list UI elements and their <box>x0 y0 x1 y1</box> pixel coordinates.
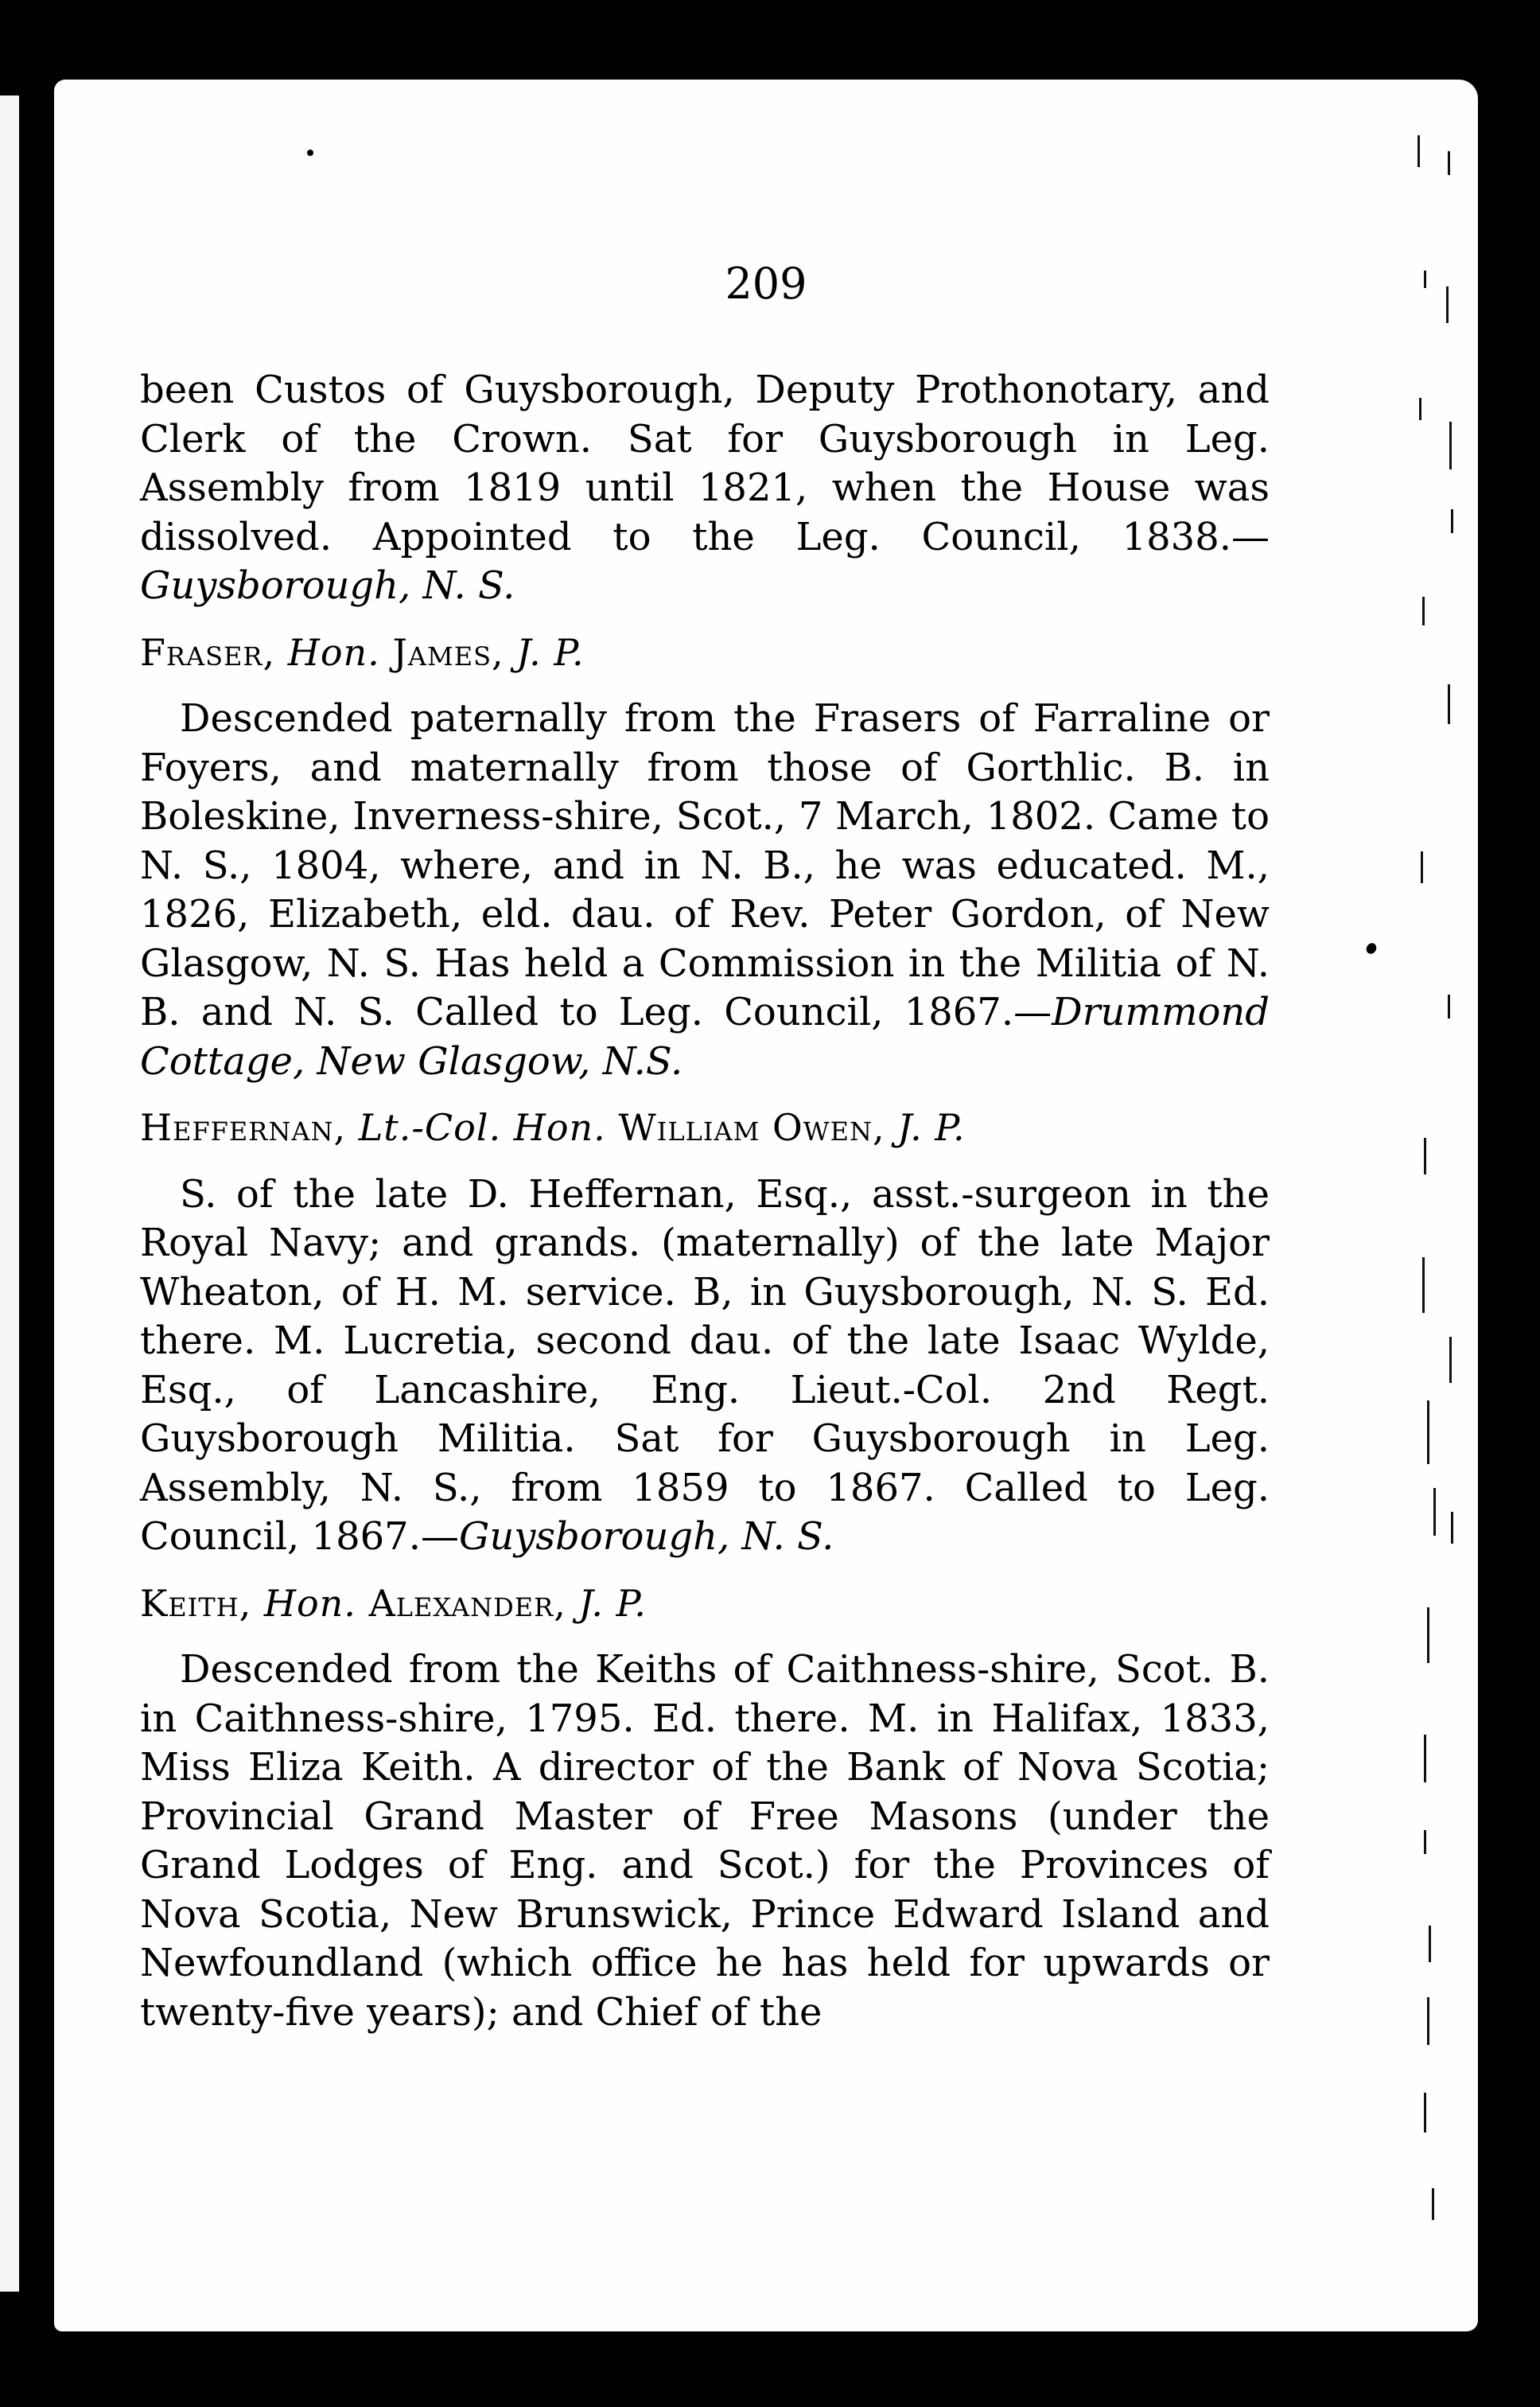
entry-text: Descended paternally from the Frasers of Farraline or Foyers, and maternally from those of Gorthlic. B. in Boleskine, Inverness-shire, Scot., 7 March, 1802. Came to N. S., 1804, where, and in N. B., he was educated. M., 1826, Elizabeth, eld. dau. of Rev. Peter Gordon, of New Glasgow, N. S. Has held a Commission in the Militia of N. B. and N. S. Called to Leg. Council, 1867.— <box>140 696 1270 1034</box>
gutter-mark <box>1432 2188 1434 2220</box>
gutter-mark <box>1451 509 1453 533</box>
entry-given-name: William Owen, <box>618 1106 885 1149</box>
entry-post-nominal: J. P. <box>516 630 585 674</box>
entry-post-nominal: J. P. <box>578 1581 647 1625</box>
gutter-mark <box>1419 398 1421 420</box>
gutter-mark <box>1451 1512 1453 1544</box>
entry-surname: Keith, <box>140 1581 252 1625</box>
entry-title: Hon. <box>287 630 380 674</box>
gutter-mark <box>1422 597 1425 625</box>
entry-residence: Drummond Cottage, New Glasgow, N.S. <box>140 990 1270 1084</box>
gutter-mark <box>1424 1138 1426 1174</box>
entry-body-fraser <box>140 695 1270 1086</box>
entry-heading-heffernan <box>140 1104 1270 1153</box>
entry-post-nominal: J. P. <box>897 1106 966 1149</box>
gutter-mark <box>1448 151 1450 175</box>
gutter-mark <box>1424 271 1426 288</box>
entry-surname: Fraser, <box>140 630 276 674</box>
ink-speck <box>307 150 313 156</box>
entry-heading-keith <box>140 1579 1270 1629</box>
entry-text: been Custos of Guysborough, Deputy Prothonotary, and Clerk of the Crown. Sat for Guysborough in Leg. Assembly from 1819 until 1821, when the House was dissolved. Appointed to the Leg. Council, 1838.— <box>140 368 1270 559</box>
gutter-mark <box>1449 422 1452 469</box>
gutter-mark <box>1424 1735 1426 1782</box>
entry-given-name: Alexander, <box>368 1581 566 1625</box>
entry-given-name: James, <box>392 630 504 674</box>
gutter-mark <box>1422 1257 1425 1313</box>
gutter-mark <box>1448 684 1450 724</box>
entry-body-keith <box>140 1646 1270 2037</box>
gutter-mark <box>1418 135 1420 167</box>
entry-surname: Heffernan, <box>140 1106 347 1149</box>
gutter-mark <box>1429 1926 1431 1962</box>
gutter-mark <box>1427 1997 1429 2045</box>
ink-speck <box>1364 941 1378 956</box>
gutter-mark <box>1427 1400 1429 1464</box>
page-number: 209 <box>725 259 807 309</box>
entry-residence: Guysborough, N. S. <box>458 1514 834 1559</box>
book-page <box>54 80 1478 2331</box>
entry-heading-fraser <box>140 629 1270 678</box>
gutter-show-through <box>1400 48 1488 2260</box>
gutter-mark <box>1433 1488 1436 1536</box>
entry-text: Descended from the Keiths of Caithness-shire, Scot. B. in Caithness-shire, 1795. Ed. there. M. in Halifax, 1833, Miss Eliza Keith. A director of the Bank of Nova Scotia; Provincial Grand Master of Free Masons (under the Grand Lodges of Eng. and Scot.) for the Provinces of Nova Scotia, New Brunswick, Prince Edward Island and Newfoundland (which office he has held for upwards or twenty-five years); and Chief of the <box>140 1647 1270 2035</box>
entry-residence: Guysborough, N. S. <box>140 563 515 608</box>
continued-entry <box>140 366 1270 611</box>
entry-text: S. of the late D. Heffernan, Esq., asst.-surgeon in the Royal Navy; and grands. (maternally) of the late Major Wheaton, of H. M. service. B, in Guysborough, N. S. Ed. there. M. Lucretia, second dau. of the late Isaac Wylde, Esq., of Lancashire, Eng. Lieut.-Col. 2nd Regt. Guysborough Militia. Sat for Guysborough in Leg. Assembly, N. S., from 1859 to 1867. Called to Leg. Council, 1867.— <box>140 1171 1270 1559</box>
gutter-mark <box>1449 1337 1452 1383</box>
entry-body-heffernan <box>140 1170 1270 1562</box>
gutter-mark <box>1424 2093 1426 2132</box>
gutter-mark <box>1448 995 1450 1018</box>
page-body <box>140 366 1270 2037</box>
gutter-mark <box>1446 286 1449 323</box>
entry-title: Lt.-Col. Hon. <box>358 1106 606 1149</box>
entry-title: Hon. <box>263 1581 356 1625</box>
gutter-mark <box>1427 1607 1429 1663</box>
gutter-mark <box>1421 851 1423 883</box>
adjacent-page-edge <box>0 95 19 2292</box>
gutter-mark <box>1424 1830 1426 1854</box>
